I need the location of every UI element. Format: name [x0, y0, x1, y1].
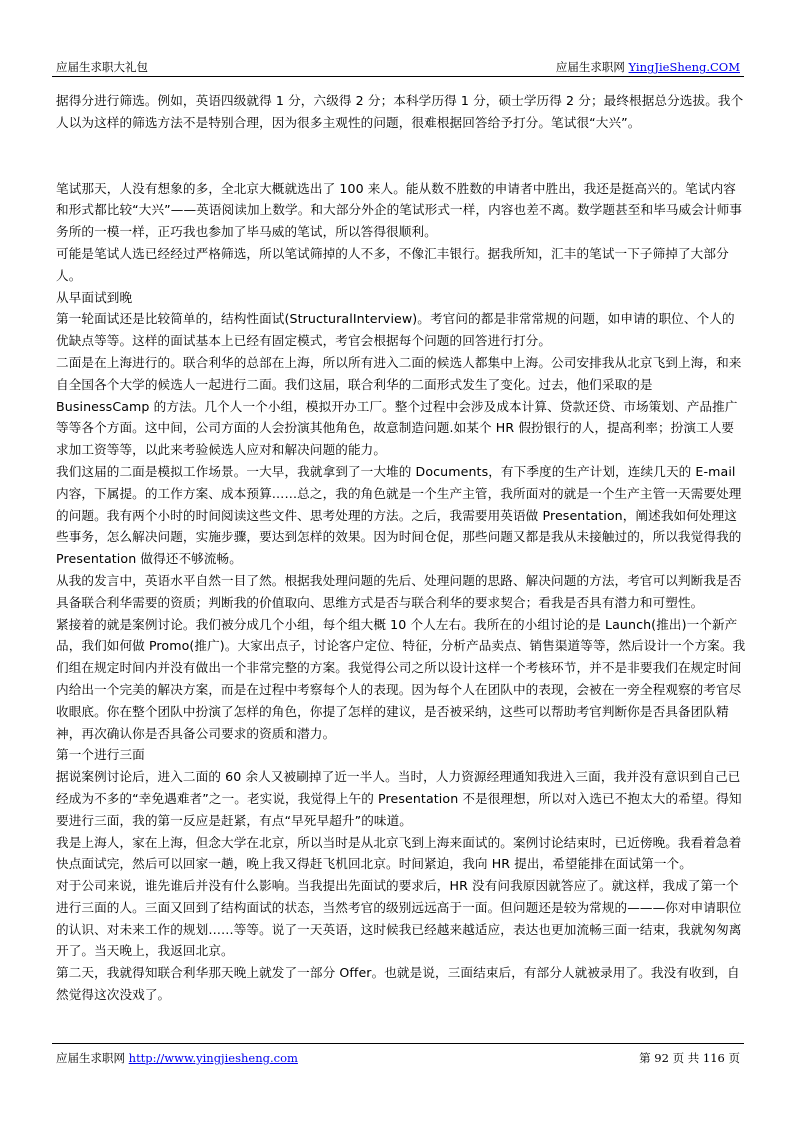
section-heading: 第一个进行三面: [56, 747, 145, 763]
paragraph: 对于公司来说，谁先谁后并没有什么影响。当我提出先面试的要求后，HR 没有问我原因就答应了。就这样，我成了第一个进行三面的人。三面又回到了结构面试的状态，当然考官的级别远远高于一面。但问题还是较为常规的———你对申请职位的认识、对未来工作的规划……等等。说了一天英语，这时候我已经越来越适应，表达也更加流畅三面一结束，我就匆匆离开了。当天晚上，我返回北京。: [56, 878, 742, 959]
document-body: [56, 90, 746, 1006]
paragraph: 我是上海人，家在上海，但念大学在北京，所以当时是从北京飞到上海来面试的。案例讨论结束时，已近傍晚。我看着急着快点面试完，然后可以回家一趟，晚上我又得赶飞机回北京。时间紧迫，我向 HR 提出，希望能排在面试第一个。: [56, 834, 742, 872]
page-number: 第 92 页 共 116 页: [639, 1051, 740, 1065]
footer-site: [56, 1050, 298, 1066]
header-site-link[interactable]: YingJieSheng.COM: [628, 60, 740, 74]
paragraph: 二面是在上海进行的。联合利华的总部在上海，所以所有进入二面的候选人都集中上海。公司安排我从北京飞到上海，和来自全国各个大学的候选人一起进行二面。我们这届，联合利华的二面形式发生了变化。过去，他们采取的是 BusinessCamp 的方法。几个人一个小组，模拟开办工厂。整个过程中会涉及成本计算、贷款还贷、市场策划、产品推广等等各个方面。这中间，公司方面的人会扮演其他角色，故意制造问题.如某个 HR 假扮银行的人，提高利率；扮演工人要求加工资等等，以此来考验候选人应对和解决问题的能力。: [56, 354, 742, 458]
header-title: 应届生求职大礼包: [56, 60, 148, 74]
header-site-label: 应届生求职网: [555, 60, 629, 74]
page-footer: [52, 1043, 744, 1068]
paragraph: 据得分进行筛选。例如，英语四级就得 1 分，六级得 2 分；本科学历得 1 分，硕士学历得 2 分；最终根据总分选拔。我个人以为这样的筛选方法不是特别合理，因为很多主观性的问题，很难根据回答给予打分。笔试很“大兴”。: [56, 93, 744, 130]
header-site: [556, 59, 740, 75]
paragraph: 紧接着的就是案例讨论。我们被分成几个小组，每个组大概 10 个人左右。我所在的小组讨论的是 Launch(推出)一个新产品，我们如何做 Promo(推广)。大家出点子，讨论客户定位、特征，分析产品卖点、销售渠道等等，然后设计一个方案。我们组在规定时间内并没有做出一个非常完整的方案。我觉得公司之所以设计这样一个考核环节，并不是非要我们在规定时间内给出一个完美的解决方案，而是在过程中考察每个人的表现。因为每个人在团队中的表现，会被在一旁全程观察的考官尽收眼底。你在整个团队中扮演了怎样的角色，你提了怎样的建议，是否被采纳，这些可以帮助考官判断你是否具备团队精神，再次确认你是否具备公司要求的资质和潜力。: [56, 616, 746, 741]
footer-url-link[interactable]: http://www.yingjiesheng.com: [128, 1051, 298, 1065]
footer-site-label: 应届生求职网: [56, 1051, 129, 1065]
paragraph: 第一轮面试还是比较简单的，结构性面试(StructuralInterview)。考官问的都是非常常规的问题，如申请的职位、个人的优缺点等等。这样的面试基本上已经有固定模式，考官会根据每个问题的回答进行打分。: [56, 311, 735, 349]
section-heading: 从早面试到晚: [56, 289, 133, 305]
paragraph: 可能是笔试人选已经经过严格筛选，所以笔试筛掉的人不多，不像汇丰银行。据我所知，汇丰的笔试一下子筛掉了大部分人。: [56, 245, 729, 283]
paragraph: 第二天，我就得知联合利华那天晚上就发了一部分 Offer。也就是说，三面结束后，有部分人就被录用了。我没有收到，自然觉得这次没戏了。: [56, 965, 740, 1003]
paragraph: 从我的发言中，英语水平自然一目了然。根据我处理问题的先后、处理问题的思路、解决问题的方法，考官可以判断我是否具备联合利华需要的资质；判断我的价值取向、思维方式是否与联合利华的要求契合；看我是否具有潜力和可塑性。: [56, 572, 742, 610]
paragraph: 据说案例讨论后，进入二面的 60 余人又被刷掉了近一半人。当时，人力资源经理通知我进入三面，我并没有意识到自己已经成为不多的“幸免遇难者”之一。老实说，我觉得上午的 Presentation 不是很理想，所以对入选已不抱太大的希望。得知要进行三面，我的第一反应是赶紧，有点“早死早超升”的味道。: [56, 769, 742, 828]
page-header: [52, 56, 744, 77]
paragraph-gap: [56, 134, 746, 178]
paragraph: 笔试那天，人没有想象的多，全北京大概就选出了 100 来人。能从数不胜数的申请者中胜出，我还是挺高兴的。笔试内容和形式都比较“大兴”——英语阅读加上数学。和大部分外企的笔试形式一样，内容也差不离。数学题甚至和毕马威会计师事务所的一模一样，正巧我也参加了毕马威的笔试，所以答得很顺利。: [56, 180, 743, 240]
paragraph: 我们这届的二面是模拟工作场景。一大早，我就拿到了一大堆的 Documents，有下季度的生产计划，连续几天的 E-mail 内容，下属提。的工作方案、成本预算……总之，我的角色就是一个生产主管，我所面对的就是一个生产主管一天需要处理的问题。我有两个小时的时间阅读这些文件、思考处理的方法。之后，我需要用英语做 Presentation，阐述我如何处理这些事务，怎么解决问题，实施步骤，要达到怎样的效果。因为时间仓促，那些问题又都是我从未接触过的，所以我觉得我的 Presentation 做得还不够流畅。: [56, 463, 742, 567]
